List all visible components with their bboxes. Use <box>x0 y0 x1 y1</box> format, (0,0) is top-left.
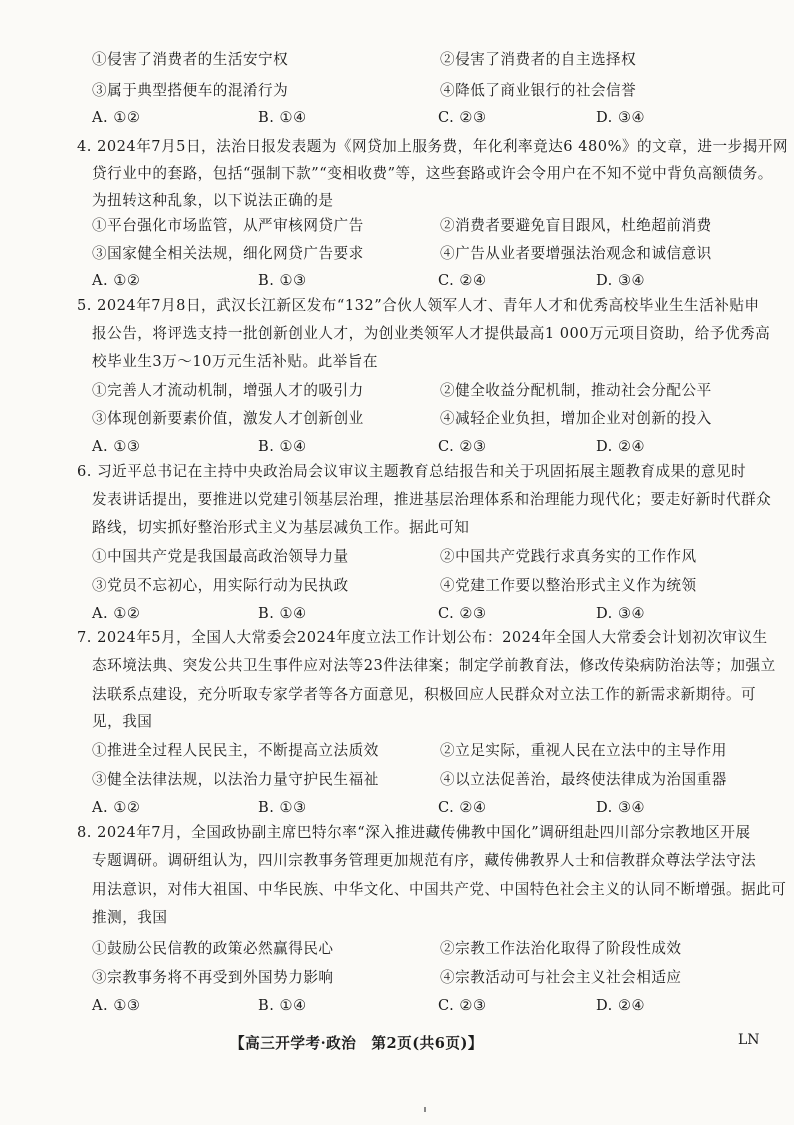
q5-stem-line-3: 校毕业生3万～10万元生活补贴。此举旨在 <box>92 353 378 370</box>
q7-option-3: ③健全法律法规，以法治力量守护民生福祉 <box>92 771 379 788</box>
q4-stem-line-2: 贷行业中的套路，包括“强制下款”“变相收费”等，这些套路或许会令用户在不知不觉中背负高额债务。 <box>92 165 773 182</box>
prev-option-4: ④降低了商业银行的社会信誉 <box>440 82 637 99</box>
q5-stem-line-1: 5. 2024年7月8日，武汉长江新区发布“132”合伙人领军人才、青年人才和优秀高校毕业生生活补贴申 <box>77 297 760 314</box>
q8-stem-line-3: 用法意识，对伟大祖国、中华民族、中华文化、中国共产党、中国特色社会主义的认同不断增强。据此可 <box>92 881 787 898</box>
q5-option-2: ②健全收益分配机制，推动社会分配公平 <box>440 382 712 399</box>
q7-stem-line-1: 7. 2024年5月，全国人大常委会2024年度立法工作计划公布：2024年全国人大常委会计划初次审议生 <box>77 629 768 646</box>
q5-option-4: ④减轻企业负担，增加企业对创新的投入 <box>440 410 712 427</box>
q5-answer-c: C. ②③ <box>438 438 487 455</box>
q6-stem-line-3: 路线，切实抓好整治形式主义为基层减负工作。据此可知 <box>92 519 470 536</box>
q5-stem-line-2: 报公告，将评选支持一批创新创业人才，为创业类领军人才提供最高1 000万元项目资助，给予优秀高 <box>92 325 771 342</box>
prev-answer-a: A. ①② <box>92 109 141 126</box>
q5-answer-b: B. ①④ <box>258 438 307 455</box>
q8-option-1: ①鼓励公民信教的政策必然赢得民心 <box>92 940 334 957</box>
prev-answer-c: C. ②③ <box>438 109 487 126</box>
q6-option-4: ④党建工作要以整治形式主义作为统领 <box>440 577 697 594</box>
q4-option-1: ①平台强化市场监管，从严审核网贷广告 <box>92 217 364 234</box>
q4-answer-c: C. ②④ <box>438 272 487 289</box>
prev-option-2: ②侵害了消费者的自主选择权 <box>440 51 637 68</box>
q6-answer-c: C. ②③ <box>438 605 487 622</box>
q7-stem-line-3: 法联系点建设，充分听取专家学者等各方面意见，积极回应人民群众对立法工作的新需求新期待。可 <box>92 686 757 703</box>
q8-answer-b: B. ①④ <box>258 997 307 1014</box>
q6-answer-a: A. ①② <box>92 605 141 622</box>
q8-option-3: ③宗教事务将不再受到外国势力影响 <box>92 969 334 986</box>
scan-mark <box>424 1107 426 1112</box>
q7-answer-d: D. ③④ <box>596 799 646 816</box>
q7-answer-a: A. ①② <box>92 799 141 816</box>
q8-stem-line-2: 专题调研。调研组认为，四川宗教事务管理更加规范有序，藏传佛教界人士和信教群众尊法学法守法 <box>92 852 757 869</box>
q4-option-2: ②消费者要避免盲目跟风，杜绝超前消费 <box>440 217 712 234</box>
q7-answer-b: B. ①③ <box>258 799 307 816</box>
prev-option-1: ①侵害了消费者的生活安宁权 <box>92 51 289 68</box>
q8-stem-line-4: 推测，我国 <box>92 909 168 926</box>
q7-stem-line-4: 见，我国 <box>92 713 153 730</box>
prev-answer-d: D. ③④ <box>596 109 646 126</box>
q7-answer-c: C. ②④ <box>438 799 487 816</box>
q4-stem-line-3: 为扭转这种乱象，以下说法正确的是 <box>92 192 334 209</box>
q8-option-2: ②宗教工作法治化取得了阶段性成效 <box>440 940 682 957</box>
q4-stem-line-1: 4. 2024年7月5日，法治日报发表题为《网贷加上服务费，年化利率竟达6 480%》的文章，进一步揭开网 <box>77 138 788 155</box>
q4-answer-a: A. ①② <box>92 272 141 289</box>
q8-option-4: ④宗教活动可与社会主义社会相适应 <box>440 969 682 986</box>
q4-option-3: ③国家健全相关法规，细化网贷广告要求 <box>92 245 364 262</box>
q6-stem-line-2: 发表讲话提出，要推进以党建引领基层治理，推进基层治理体系和治理能力现代化；要走好新时代群众 <box>92 491 772 508</box>
q7-option-2: ②立足实际，重视人民在立法中的主导作用 <box>440 742 727 759</box>
region-code: LN <box>738 1032 760 1048</box>
q7-option-4: ④以立法促善治，最终使法律成为治国重器 <box>440 771 727 788</box>
q6-answer-d: D. ③④ <box>596 605 646 622</box>
prev-answer-b: B. ①④ <box>258 109 307 126</box>
q4-answer-d: D. ③④ <box>596 272 646 289</box>
q5-answer-d: D. ②④ <box>596 438 646 455</box>
q8-answer-a: A. ①③ <box>92 997 141 1014</box>
q5-option-1: ①完善人才流动机制，增强人才的吸引力 <box>92 382 364 399</box>
page-footer: 【高三开学考·政治 第2页(共6页)】 <box>230 1035 484 1052</box>
q8-answer-d: D. ②④ <box>596 997 646 1014</box>
prev-option-3: ③属于典型搭便车的混淆行为 <box>92 82 289 99</box>
q4-answer-b: B. ①③ <box>258 272 307 289</box>
q7-option-1: ①推进全过程人民民主，不断提高立法质效 <box>92 742 379 759</box>
q5-answer-a: A. ①③ <box>92 438 141 455</box>
q6-option-2: ②中国共产党践行求真务实的工作作风 <box>440 548 697 565</box>
q8-answer-c: C. ②③ <box>438 997 487 1014</box>
q6-option-1: ①中国共产党是我国最高政治领导力量 <box>92 548 349 565</box>
q8-stem-line-1: 8. 2024年7月，全国政协副主席巴特尔率“深入推进藏传佛教中国化”调研组赴四川部分宗教地区开展 <box>77 824 751 841</box>
q7-stem-line-2: 态环境法典、突发公共卫生事件应对法等23件法律案；制定学前教育法，修改传染病防治法等；加强立 <box>92 657 776 674</box>
q6-option-3: ③党员不忘初心，用实际行动为民执政 <box>92 577 349 594</box>
q6-stem-line-1: 6. 习近平总书记在主持中央政治局会议审议主题教育总结报告和关于巩固拓展主题教育成果的意见时 <box>77 463 747 480</box>
q4-option-4: ④广告从业者要增强法治观念和诚信意识 <box>440 245 712 262</box>
q6-answer-b: B. ①④ <box>258 605 307 622</box>
q5-option-3: ③体现创新要素价值，激发人才创新创业 <box>92 410 364 427</box>
